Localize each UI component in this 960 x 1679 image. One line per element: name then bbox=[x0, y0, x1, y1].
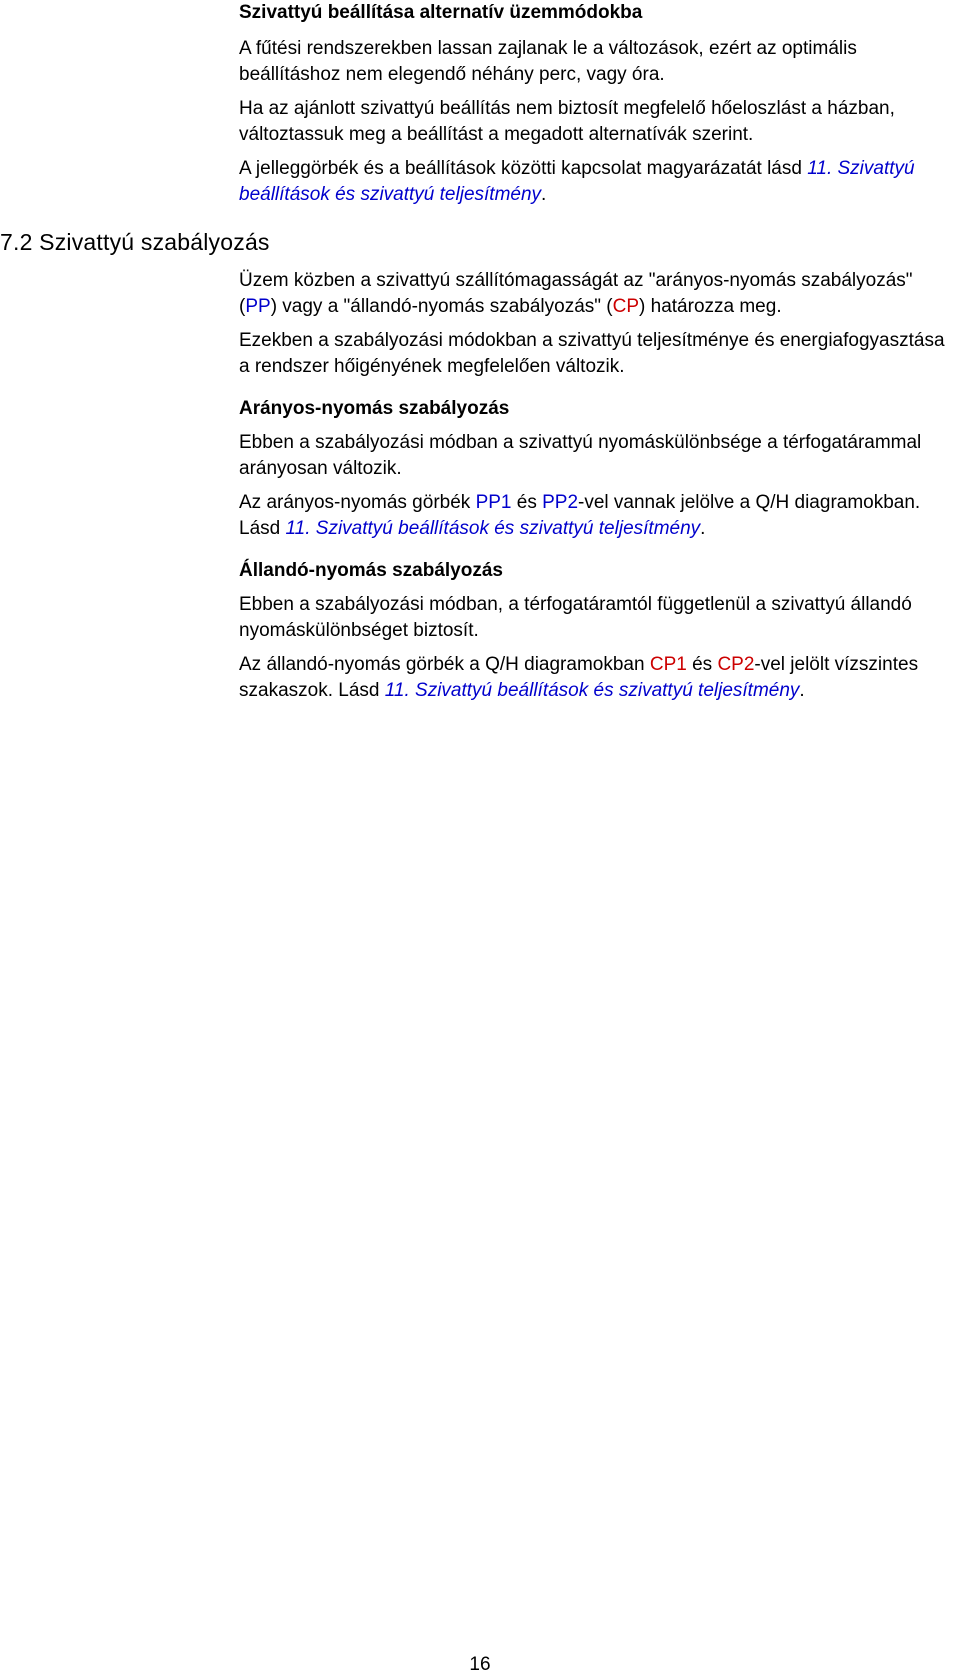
content-column bbox=[239, 0, 951, 704]
cross-reference-link[interactable]: 11. Szivattyú beállítások és szivattyú teljesítmény bbox=[285, 518, 701, 539]
constant-paragraph-2: Az állandó-nyomás görbék a Q/H diagramokban CP1 és CP2-vel jelölt vízszintes szakaszok. Lásd 11. Szivattyú beállítások és szivattyú teljesítmény. bbox=[239, 654, 919, 701]
pp-mode-label: PP bbox=[245, 296, 271, 317]
cp2-label: CP2 bbox=[717, 654, 755, 675]
constant-paragraph-1: Ebben a szabályozási módban, a térfogatáramtól függetlenül a szivattyú állandó nyomáskülönbséget biztosít. bbox=[239, 594, 912, 641]
proportional-paragraph-1: Ebben a szabályozási módban a szivattyú nyomáskülönbsége a térfogatárammal arányosan változik. bbox=[239, 432, 922, 479]
alt-mode-heading: Szivattyú beállítása alternatív üzemmódokba bbox=[239, 2, 643, 23]
constant-pressure-heading: Állandó-nyomás szabályozás bbox=[239, 560, 503, 581]
cross-reference-link[interactable]: 11. Szivattyú beállítások és szivattyú teljesítmény bbox=[384, 680, 800, 701]
proportional-paragraph-2: Az arányos-nyomás görbék PP1 és PP2-vel vannak jelölve a Q/H diagramokban. Lásd 11. Szivattyú beállítások és szivattyú teljesítmény. bbox=[239, 492, 921, 539]
section-paragraph-2: Ezekben a szabályozási módokban a szivattyú teljesítménye és energiafogyasztása a rendszer hőigényének megfelelően változik. bbox=[239, 330, 945, 377]
proportional-pressure-heading: Arányos-nyomás szabályozás bbox=[239, 398, 510, 419]
cross-reference-link[interactable]: 11. Szivattyú beállítások és szivattyú teljesítmény bbox=[239, 158, 915, 205]
page-number: 16 bbox=[469, 1654, 491, 1675]
pp2-label: PP2 bbox=[542, 492, 579, 513]
alt-mode-paragraph-1: A fűtési rendszerekben lassan zajlanak le a változások, ezért az optimális beállításhoz nem elegendő néhány perc, vagy óra. bbox=[239, 38, 857, 85]
alt-mode-paragraph-2: Ha az ajánlott szivattyú beállítás nem biztosít megfelelő hőeloszlást a házban, változtassuk meg a beállítást a megadott alternatívák szerint. bbox=[239, 98, 895, 145]
cp1-label: CP1 bbox=[649, 654, 687, 675]
cp-mode-label: CP bbox=[612, 296, 640, 317]
section-intro-paragraph: Üzem közben a szivattyú szállítómagasságát az "arányos-nyomás szabályozás" (PP) vagy a "állandó-nyomás szabályozás" (CP) határozza meg. bbox=[239, 270, 913, 317]
pp1-label: PP1 bbox=[475, 492, 512, 513]
alt-mode-paragraph-3: A jelleggörbék és a beállítások közötti kapcsolat magyarázatát lásd 11. Szivattyú beállítások és szivattyú teljesítmény. bbox=[239, 158, 915, 205]
section-title: 7.2 Szivattyú szabályozás bbox=[0, 229, 270, 255]
